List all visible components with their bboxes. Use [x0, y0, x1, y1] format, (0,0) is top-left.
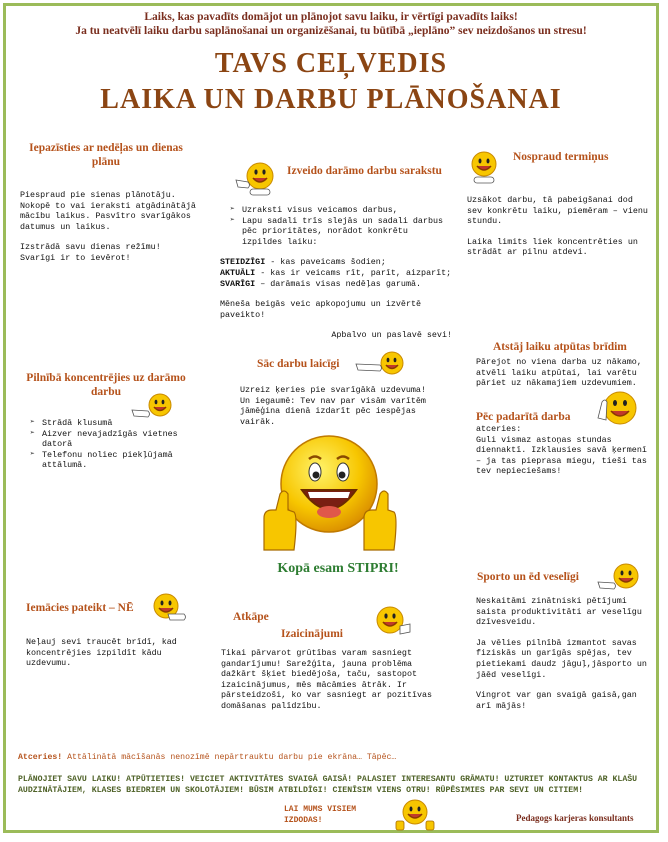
smiley-pointing-icon [466, 150, 502, 186]
smiley-thumbs-up-icon [254, 432, 404, 558]
list-body [220, 205, 452, 341]
footer-author: Pedagogs karjeras konsultants [516, 813, 634, 823]
priority-urgent [220, 257, 452, 268]
intro-line-1: Laiks, kas pavadīts domājot un plānojot savu laiku, ir vērtīgi pavadīts laiks! [144, 11, 518, 23]
smiley-pointing-icon [142, 592, 188, 624]
footer-remember-text: Attālinātā mācīšanās nenozīmē nepārtrauktu darbu pie ekrāna… Tāpēc… [62, 753, 397, 762]
footer-remember [18, 753, 648, 764]
priority-actual-text: - kas ir veicams rīt, parīt, aizparīt; [255, 267, 452, 278]
excuses-heading-1: Atkāpe [233, 611, 269, 623]
no-body: Neļauj sevi traucēt brīdī, kad koncentrējies izpildīt kādu uzdevumu. [26, 637, 177, 669]
after-heading: Pēc padarītā darba [476, 411, 571, 423]
rest-body: Pārejot no viena darba uz nākamo, atvēli laiku atpūtai, lai varētu pāriet uz nākamajiem uzdevumiem. [476, 357, 642, 389]
list-heading: Izveido darāmo darbu sarakstu [287, 165, 442, 177]
week-p2: Izstrādā savu dienas režīmu! Svarīgi ir to ievērot! [20, 242, 161, 263]
strong-together-label: Kopā esam STIPRI! [277, 561, 399, 576]
sport-body [476, 596, 652, 711]
after-p2: Guli vismaz astoņas stundas diennaktī. Izklausies savā ķermenī – ja tas pieprasa miegu, tieši tas tev nepieciešams! [476, 434, 647, 477]
priority-actual [220, 268, 452, 279]
focus-bullets [30, 418, 200, 471]
page-title-line-2: LAIKA UN DARBU PLĀNOŠANAI [100, 84, 562, 115]
sport-p1: Neskaitāmi zinātniski pētījumi saista produktivitāti ar veselīgu dzīvesveidu. [476, 596, 642, 628]
focus-bullet: ➢ Telefonu noliec piekļūjamā attālumā. [30, 450, 200, 471]
week-body [20, 190, 198, 264]
footer-closing: LAI MUMS VISIEM IZDODAS! [284, 805, 357, 825]
intro-line-2: Ja tu neatvēlī laiku darbu saplānošanai un organizēšanai, tu būtībā „ieplāno” sev neizdošanos un stresu! [75, 25, 587, 37]
focus-bullet: ➢ Aizver nevajadzīgās vietnes datorā [30, 429, 200, 450]
week-p1: Piespraud pie sienas plānotāju. Nokopē to vai ieraksti atgādinātājā mācību laikus. Pasvītro svarīgākos datumus un laikus. [20, 190, 196, 232]
page-title-line-1: TAVS CEĻVEDIS [214, 48, 448, 79]
smiley-pointing-icon [372, 604, 412, 642]
excuses-body: Tikai pārvarot grūtības varam sasniegt gandarījumu! Sarežģīta, jauna problēma dažkārt šķiet biedējoša, taču, sastopot izaicinājumus, mēs mācāmies ātrāk. Ir pārsteidzoši, ko var sasniegt ar pozitīvas domāšanas palīdzību. [221, 648, 433, 711]
sport-p2: Ja vēlies pilnībā izmantot savas fiziskās un garīgās spējas, tev pietiekami daudz jāguļ,jāsporto un jāēd veselīgi. [476, 637, 647, 680]
list-p4: Apbalvo un paslavē sevi! [331, 330, 452, 341]
deadlines-p2: Laika limits liek koncentrēties un strādāt ar pilnu atdevi. [467, 236, 638, 258]
list-bullets [220, 205, 452, 247]
deadlines-body [467, 195, 649, 258]
priority-important-text: – darāmais visas nedēļas garumā. [255, 278, 422, 289]
smiley-pointing-icon [234, 160, 276, 198]
week-heading: Iepazīsties ar nedēļas un dienas plānu [29, 142, 183, 168]
priority-urgent-text: - kas paveicams šodien; [265, 257, 386, 268]
after-p1: atceries: [476, 424, 522, 434]
deadlines-heading: Nosprаud termiņus [513, 151, 609, 163]
start-body: Uzreiz ķeries pie svarīgākā uzdevuma! Un iegaumē: Tev nav par visām varītēm jāmēģina dienā izdarīt pēc iespējas vairāk. [240, 385, 426, 427]
focus-bullet: ➢ Strādā klusumā [30, 418, 200, 429]
list-p3: Mēneša beigās veic apkopojumu un izvērtē paveikto! [220, 299, 422, 320]
list-bullet: ➢ Uzraksti visus veicamos darbus, [230, 205, 452, 216]
priority-actual-key: AKTUĀLI [220, 267, 256, 278]
list-bullet: ➢ Lapu sadali trīs slejās un sadali darbus pēc prioritātes, norādot konkrētu izpildes laiku: [230, 216, 452, 248]
priority-urgent-key: STEIDZĪGI [220, 257, 266, 268]
priority-important [220, 279, 452, 290]
priority-important-key: SVARĪGI [220, 278, 256, 289]
intro [0, 10, 662, 38]
after-body [476, 424, 650, 477]
no-heading: Iemācies pateikt – NĒ [26, 602, 134, 614]
footer-advice: PLĀNOJIET SAVU LAIKU! ATPŪTIETIES! VEICIET AKTIVITĀTES SVAIGĀ GAISĀ! PALASIET INTERESANTU GRĀMATU! UZTURIET KONTAKTUS AR KLAŠU AUDZINĀTĀJIEM, KLASES BIEDRIEM UN SKOLOTĀJIEM! BŪSIM ATBILDĪGI! CIENĪSIM VIENS OTRU! RŪPĒSIMIES PAR SEVI UN CITIEM! [18, 775, 638, 795]
smiley-waving-icon [594, 388, 640, 428]
footer-remember-key: Atceries! [18, 753, 63, 762]
smiley-pointing-icon [352, 350, 408, 380]
focus-heading: Pilnībā koncentrējies uz darāmo darbu [26, 372, 186, 398]
focus-body [30, 418, 200, 471]
sport-heading: Sporto un ēd veselīgi [477, 571, 579, 583]
rest-heading: Atstāj laiku atpūtas brīdim [493, 341, 627, 353]
deadlines-p1: Uzsākot darbu, tā pabeigšanai dod sev konkrētu laiku, piemēram – vienu stundu. [467, 195, 648, 227]
sport-p3: Vingrot var gan svaigā gaisā,gan arī mājās! [476, 690, 637, 711]
smiley-thumbs-up-icon [394, 797, 436, 831]
start-heading: Sāc darbu laicīgi [257, 358, 340, 370]
excuses-heading-2: Izaicinājumi [281, 628, 343, 640]
